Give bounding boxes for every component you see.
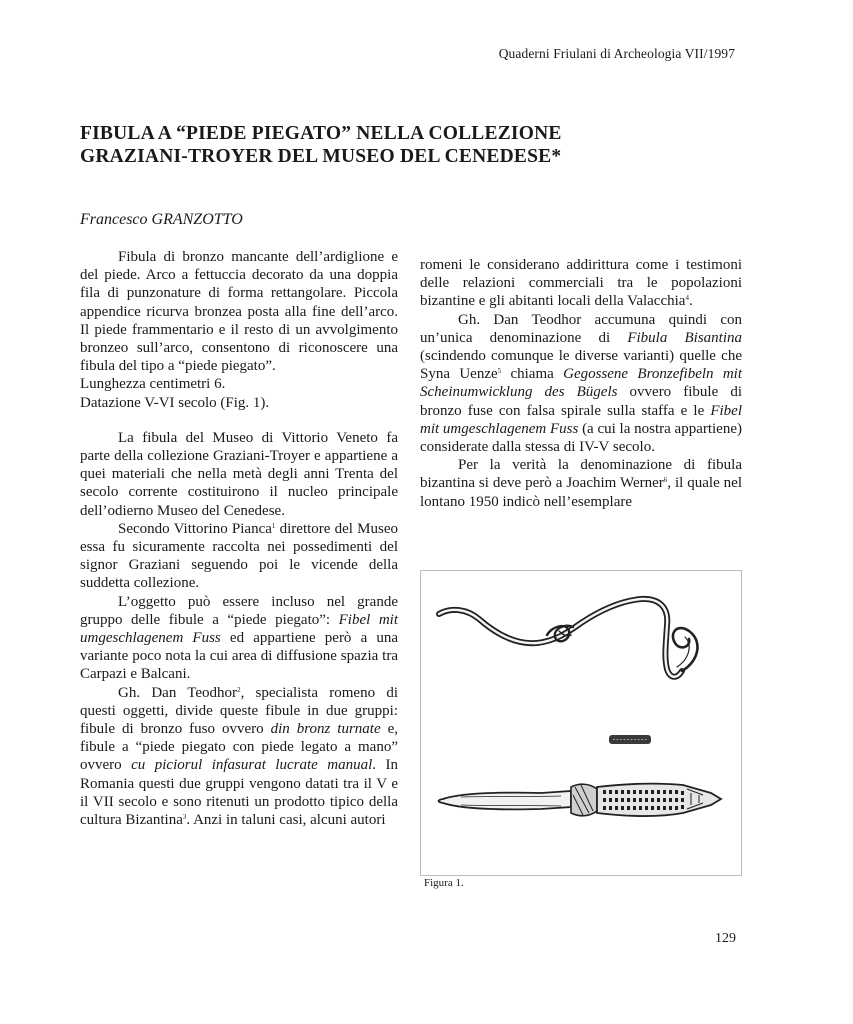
footnote-ref: 1	[271, 521, 276, 530]
paragraph	[420, 256, 742, 311]
text-run: . In Romania questi due gruppi vengono datati tra il V e il VII secolo e sono ritenuti un prodotto tipico della cultura Bizantina	[80, 757, 399, 829]
footnote-ref: 4	[685, 294, 689, 303]
article-title	[80, 122, 562, 168]
fibula-section	[609, 735, 651, 744]
right-column	[420, 256, 742, 511]
text-run: Gh. Dan Teodhor	[118, 684, 238, 701]
paragraph	[80, 593, 398, 684]
text-run: Gh. Dan Teodhor accumuna quindi con un’unica denominazione di	[420, 311, 742, 346]
text-run: ovvero fibule di bronzo fuse con falsa spirale sulla staffa e le	[420, 384, 742, 419]
text-run: direttore del Museo essa fu sicuramente raccolta nei possedimenti del signor Graziani seguendo poi le vicende della suddetta collezione.	[80, 520, 399, 592]
footnote-ref: 5	[497, 367, 502, 376]
figure-fibula-drawing	[420, 570, 742, 876]
footnote-ref: 2	[237, 685, 241, 694]
italic-term: Fibula Bisantina	[627, 329, 743, 346]
title-line-1: FIBULA A “PIEDE PIEGATO” NELLA COLLEZIONE	[80, 123, 562, 144]
author-name: Francesco GRANZOTTO	[80, 211, 243, 228]
text-run: Per la verità la denominazione di fibula bizantina si deve però a Joachim Werner	[420, 457, 742, 492]
paragraph	[420, 311, 742, 457]
paragraph	[420, 456, 742, 511]
running-header: Quaderni Friulani di Archeologia VII/1997	[498, 46, 735, 61]
text-run: , specialista romeno di questi oggetti, divide queste fibule in due gruppi: fibule di bronzo fuso ovvero	[80, 684, 398, 738]
text-run: (scindendo comunque le diverse varianti) quelle che Syna Uenze	[420, 348, 742, 383]
paragraph: Fibula di bronzo mancante dell’ardiglione e del piede. Arco a fettuccia decorato da una doppia fila di punzonature di forma rettangolare. Piccola appendice ricurva bronzea posta alla fine dell’arco. Il piede frammentario e il resto di un avvolgimento bronzeo sull’arco, consentono di riconoscere una fibula del tipo a “piede piegato”.	[80, 249, 398, 375]
page-number: 129	[715, 931, 736, 946]
paragraph	[80, 684, 398, 830]
paragraph-length: Lunghezza centimetri 6.	[80, 376, 226, 393]
paragraph-dating: Datazione V-VI secolo (Fig. 1).	[80, 394, 270, 411]
text-run: chiama	[501, 366, 564, 383]
fibula-illustration	[421, 571, 741, 875]
text-run: Secondo Vittorino Pianca	[118, 520, 272, 537]
paragraph: La fibula del Museo di Vittorio Veneto fa parte della collezione Graziani-Troyer e appartiene a quei materiali che nella metà degli anni Trenta del secolo corrente costituirono il nucleo principale dell’odierno Museo del Cenedese.	[80, 429, 398, 519]
footnote-ref: 3	[182, 813, 187, 822]
text-run: e, fibule a “piede piegato con piede legato a mano” ovvero	[80, 721, 398, 774]
text-run: ed appartiene però a una variante poco nota la cui area di diffusione spazia tra Carpazi e Balcani.	[80, 630, 399, 683]
italic-term: Fibel mit umgeschlagenem Fuss	[420, 402, 742, 437]
title-line-2: GRAZIANI-TROYER DEL MUSEO DEL CENEDESE*	[80, 146, 562, 167]
text-run: , il quale nel lontano 1950 indicò nell’esemplare	[420, 475, 742, 510]
italic-term: cu piciorul infasurat lucrate manual	[131, 757, 373, 774]
text-run: (a cui la nostra appartiene) considerate dalla stessa di IV-V secolo.	[420, 420, 742, 456]
fibula-side-view	[439, 599, 697, 677]
text-run: .	[688, 293, 693, 310]
italic-term: Fibel mit umgeschlagenem Fuss	[80, 611, 398, 647]
paragraph	[80, 520, 398, 593]
italic-term: Gegossene Bronzefibeln mit Scheinumwicklung des Bügels	[420, 366, 743, 401]
text-run: romeni le considerano addirittura come i testimoni delle relazioni commerciali tra le popolazioni bizantine e gli abitanti locali della Valacchia	[420, 257, 742, 310]
text-run: . Anzi in taluni casi, alcuni autori	[186, 812, 386, 829]
fibula-top-view	[439, 784, 722, 816]
left-column	[80, 248, 398, 829]
figure-caption: Figura 1.	[424, 877, 464, 889]
italic-term: din bronz turnate	[270, 721, 381, 738]
text-run: L’oggetto può essere incluso nel grande gruppo delle fibule a “piede piegato”:	[80, 593, 398, 628]
footnote-ref: 6	[663, 476, 668, 485]
